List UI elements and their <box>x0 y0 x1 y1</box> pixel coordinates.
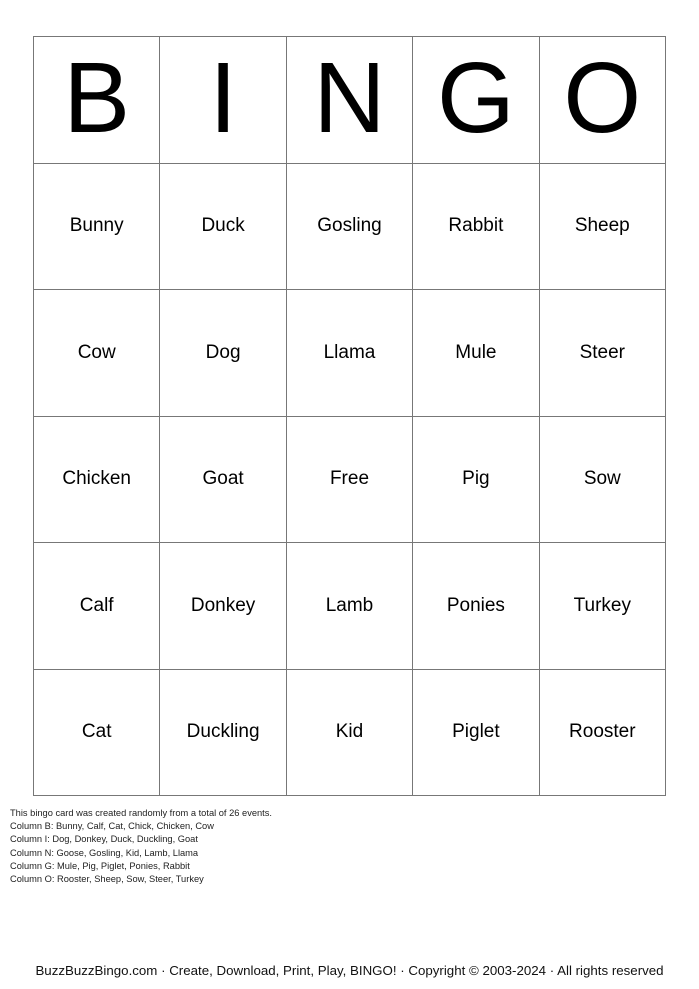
bingo-cell: Rabbit <box>413 164 539 291</box>
bingo-cell: Pig <box>413 417 539 544</box>
bingo-cell: Duck <box>160 164 286 291</box>
bingo-cell: Donkey <box>160 543 286 670</box>
bingo-cell: Calf <box>34 543 160 670</box>
header-letter-i: I <box>160 37 286 164</box>
bingo-cell: Steer <box>540 290 666 417</box>
bingo-cell: Chicken <box>34 417 160 544</box>
column-o-list: Column O: Rooster, Sheep, Sow, Steer, Turkey <box>10 874 204 885</box>
bingo-cell: Kid <box>287 670 413 797</box>
header-letter-o: O <box>540 37 666 164</box>
footer-copyright: BuzzBuzzBingo.com · Create, Download, Print, Play, BINGO! · Copyright © 2003-2024 · All rights reserved <box>35 963 664 978</box>
bingo-cell: Llama <box>287 290 413 417</box>
column-n-list: Column N: Goose, Gosling, Kid, Lamb, Llama <box>10 847 199 858</box>
bingo-cell: Rooster <box>540 670 666 797</box>
bingo-cell: Cat <box>34 670 160 797</box>
bingo-cell: Duckling <box>160 670 286 797</box>
bingo-cell: Sow <box>540 417 666 544</box>
bingo-cell: Ponies <box>413 543 539 670</box>
header-letter-n: N <box>287 37 413 164</box>
bingo-cell: Turkey <box>540 543 666 670</box>
bingo-cell: Goat <box>160 417 286 544</box>
bingo-cell: Gosling <box>287 164 413 291</box>
column-i-list: Column I: Dog, Donkey, Duck, Duckling, Goat <box>10 834 198 845</box>
free-space-cell: Free <box>287 417 413 544</box>
bingo-cell: Mule <box>413 290 539 417</box>
bingo-cell: Dog <box>160 290 286 417</box>
header-letter-b: B <box>34 37 160 164</box>
bingo-cell: Piglet <box>413 670 539 797</box>
card-info <box>10 807 272 886</box>
bingo-cell: Cow <box>34 290 160 417</box>
info-summary: This bingo card was created randomly from a total of 26 events. <box>10 808 272 818</box>
column-g-list: Column G: Mule, Pig, Piglet, Ponies, Rabbit <box>10 860 190 871</box>
header-letter-g: G <box>413 37 539 164</box>
bingo-cell: Sheep <box>540 164 666 291</box>
column-b-list: Column B: Bunny, Calf, Cat, Chick, Chicken, Cow <box>10 821 214 832</box>
bingo-cell: Lamb <box>287 543 413 670</box>
bingo-card <box>33 36 666 796</box>
bingo-cell: Bunny <box>34 164 160 291</box>
